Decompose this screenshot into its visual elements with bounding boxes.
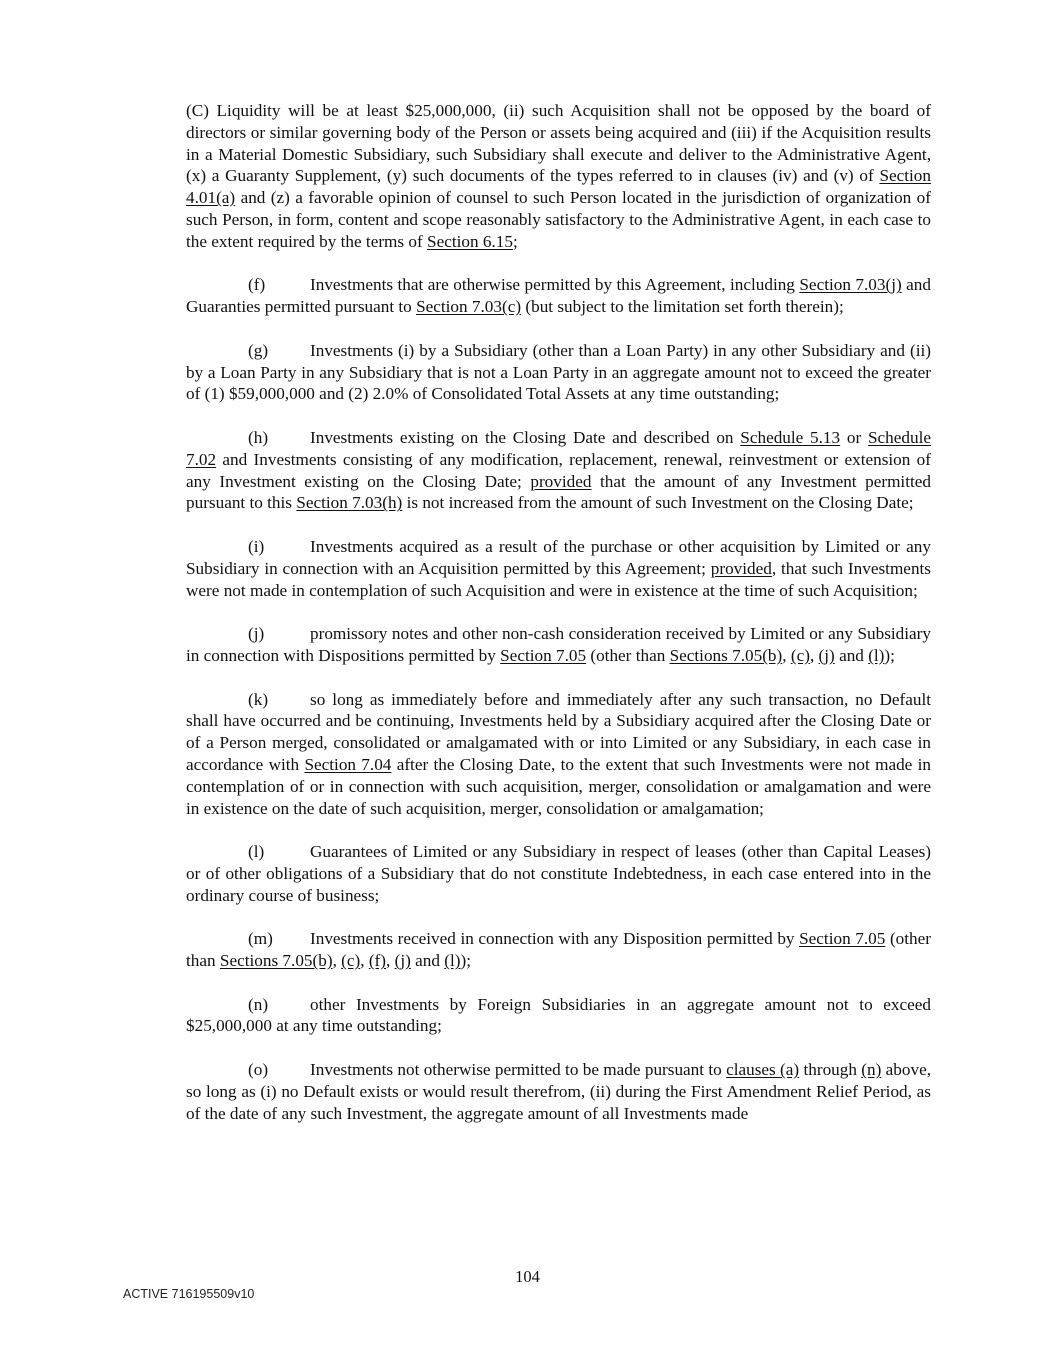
clause-f — [186, 274, 931, 318]
text: ); — [884, 645, 895, 665]
cross-reference: Section 7.03(c) — [416, 297, 522, 317]
text: , — [809, 645, 819, 665]
clause-k — [186, 689, 931, 820]
clause-label: (g) — [248, 340, 269, 360]
text: , — [782, 645, 791, 665]
text: and — [410, 951, 445, 971]
document-body — [186, 100, 931, 1146]
text: that the amount of any Investment permitted pursuant to this — [186, 471, 931, 513]
text: (but subject to the limitation set forth therein); — [521, 297, 844, 317]
paragraph-intro — [186, 100, 931, 253]
text: through — [799, 1060, 862, 1080]
cross-reference: (l) — [444, 951, 461, 971]
text: ); — [460, 951, 471, 971]
text: Investments acquired as a result of the purchase or other acquisition by Limited or any Subsidiary in connection with an Acquisition permitted by this Agreement; — [186, 536, 931, 578]
text: other Investments by Foreign Subsidiaries in an aggregate amount not to exceed $25,000,000 at any time outstanding; — [186, 994, 931, 1036]
clause-label: (j) — [248, 624, 265, 644]
cross-reference: clauses (a) — [726, 1060, 800, 1080]
text: (other than — [586, 645, 670, 665]
cross-reference: Sections 7.05(b) — [219, 951, 333, 971]
cross-reference: (f) — [368, 951, 386, 971]
page-number: 104 — [515, 1267, 540, 1286]
cross-reference: Section 7.04 — [304, 754, 392, 774]
text: (other than — [186, 929, 931, 971]
text: promissory notes and other non-cash consideration received by Limited or any Subsidiary in connection with Dispositions permitted by — [186, 624, 931, 665]
cross-reference: (j) — [394, 951, 411, 971]
cross-reference: Section 7.05 — [500, 645, 587, 665]
cross-reference: Schedule 5.13 — [740, 427, 841, 447]
text: and Guaranties permitted pursuant to — [186, 275, 931, 317]
clause-g — [186, 340, 931, 405]
text: Investments (i) by a Subsidiary (other than a Loan Party) in any other Subsidiary and (ii) by a Loan Party in any Subsidiary that is not a Loan Party in an aggregate amount not to exceed the greater of (1) $59,000,000 and (2) 2.0% of Consolidated Total Assets at any time outstanding; — [186, 340, 931, 404]
emphasis-term: provided — [710, 558, 772, 578]
cross-reference: Section 7.05 — [799, 929, 886, 949]
cross-reference: Section 7.03(h) — [296, 493, 403, 513]
cross-reference: (l) — [868, 645, 885, 665]
clause-l — [186, 841, 931, 906]
cross-reference: Section 6.15 — [427, 231, 513, 251]
cross-reference: (c) — [341, 951, 361, 971]
cross-reference: (n) — [861, 1060, 882, 1080]
text: and Investments consisting of any modification, replacement, renewal, reinvestment or extension of any Investment existing on the Closing Date; — [186, 449, 931, 491]
text: and (z) a favorable opinion of counsel to such Person located in the jurisdiction of organization of such Person, in form, content and scope reasonably satisfactory to the Administrative Agent, in each case to the extent required by the terms of — [186, 188, 931, 251]
clause-n — [186, 994, 931, 1038]
text: Guarantees of Limited or any Subsidiary in respect of leases (other than Capital Leases) or of other obligations of a Subsidiary that do not constitute Indebtedness, in each case entered into in the ordinary course of business; — [186, 842, 931, 905]
text: , that such Investments were not made in contemplation of such Acquisition and were in existence at the time of such Acquisition; — [186, 558, 931, 600]
clause-label: (k) — [248, 689, 269, 709]
text: or — [840, 427, 868, 447]
text: and — [834, 645, 869, 665]
text: above, so long as (i) no Default exists or would result therefrom, (ii) during the First Amendment Relief Period, as of the date of any such Investment, the aggregate amount of all Investments made — [186, 1060, 931, 1123]
text: Investments not otherwise permitted to be made pursuant to — [310, 1060, 727, 1080]
text: ; — [512, 231, 518, 251]
text: , — [360, 951, 369, 971]
document-id: ACTIVE 716195509v10 — [123, 1287, 255, 1301]
clause-label: (m) — [248, 929, 273, 949]
text: so long as immediately before and immediately after any such transaction, no Default shall have occurred and be continuing, Investments held by a Subsidiary acquired after the Closing Date or of a Person merged, consolidated or amalgamated with or into Limited or any Subsidiary, in each case in accordance with — [186, 689, 931, 774]
cross-reference: Section 4.01(a) — [186, 166, 931, 208]
clause-label: (h) — [248, 427, 269, 447]
emphasis-term: provided — [530, 471, 592, 491]
text: Investments that are otherwise permitted by this Agreement, including — [310, 275, 800, 295]
text: Investments received in connection with any Disposition permitted by — [310, 929, 800, 949]
text: Investments existing on the Closing Date and described on — [310, 427, 741, 447]
clause-label: (f) — [248, 275, 266, 295]
clause-label: (o) — [248, 1060, 269, 1080]
clause-h — [186, 427, 931, 514]
clause-label: (n) — [248, 994, 269, 1014]
text: , — [332, 951, 342, 971]
cross-reference: (j) — [818, 645, 835, 665]
text: , — [386, 951, 395, 971]
clause-m — [186, 928, 931, 972]
clause-o — [186, 1059, 931, 1124]
cross-reference: (c) — [790, 645, 810, 665]
cross-reference: Sections 7.05(b) — [669, 645, 783, 665]
text: after the Closing Date, to the extent that such Investments were not made in contemplation of or in connection with such acquisition, merger, consolidation or amalgamation and were in existence on the date of such acquisition, merger, consolidation or amalgamation; — [186, 754, 931, 818]
clause-label: (l) — [248, 842, 265, 862]
text: is not increased from the amount of such Investment on the Closing Date; — [402, 493, 914, 513]
clause-label: (i) — [248, 536, 265, 556]
cross-reference: Section 7.03(j) — [799, 275, 902, 295]
clause-j — [186, 623, 931, 667]
clause-i — [186, 536, 931, 601]
cross-reference: Schedule 7.02 — [186, 427, 931, 469]
text: (C) Liquidity will be at least $25,000,000, (ii) such Acquisition shall not be opposed by the board of directors or similar governing body of the Person or assets being acquired and (iii) if the Acquisition results in a Material Domestic Subsidiary, such Subsidiary shall execute and deliver to the Administrative Agent, (x) a Guaranty Supplement, (y) such documents of the types referred to in clauses (iv) and (v) of — [186, 101, 931, 186]
